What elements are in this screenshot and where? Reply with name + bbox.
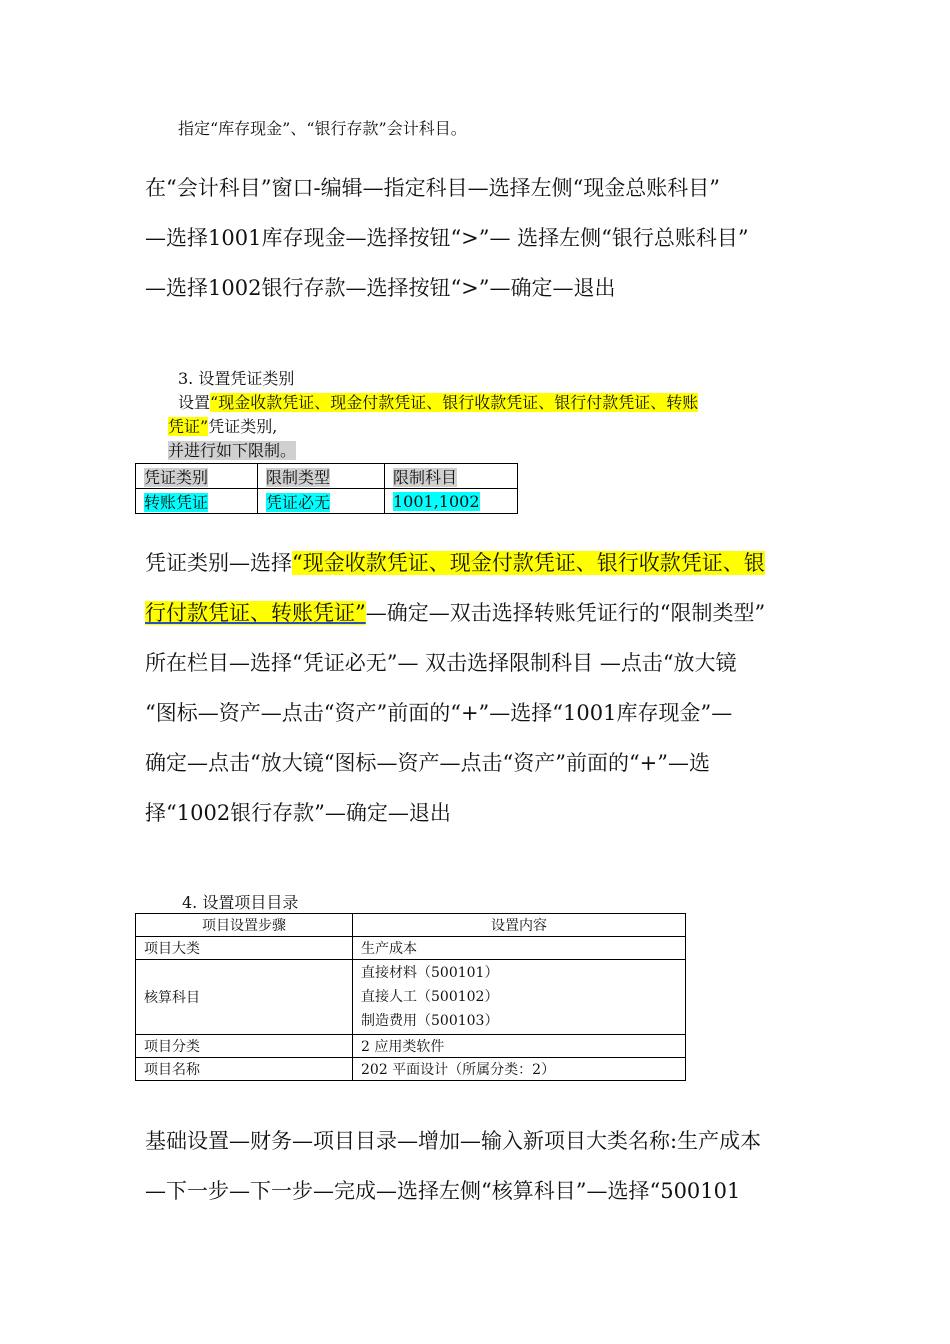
limit-table-row bbox=[136, 489, 518, 514]
para2-line-2 bbox=[145, 597, 765, 627]
project-table-row bbox=[136, 937, 686, 960]
para3-line-1: 基础设置—财务—项目目录—增加—输入新项目大类名称:生产成本 bbox=[145, 1129, 762, 1153]
limit-table-header-cell: 限制科目 bbox=[385, 464, 518, 489]
section4-heading: 4. 设置项目目录 bbox=[182, 893, 299, 912]
section3-line-a-highlight: “现金收款凭证、现金付款凭证、银行收款凭证、银行付款凭证、转账 bbox=[210, 393, 699, 412]
project-table bbox=[135, 913, 686, 1081]
para2-line-3: 所在栏目—选择“凭证必无”— 双击选择限制科目 —点击“放大镜 bbox=[145, 651, 737, 675]
section3-line-a bbox=[178, 390, 698, 413]
para1-line-3: —选择1002银行存款—选择按钮“>”—确定—退出 bbox=[145, 276, 616, 300]
para2-line-2-highlight: 行付款凭证、转账凭证” bbox=[145, 601, 366, 625]
project-table-row bbox=[136, 1035, 686, 1058]
para2-line-6: 择“1002银行存款”—确定—退出 bbox=[145, 801, 451, 825]
para2-line-5: 确定—点击“放大镜“图标—资产—点击“资产”前面的“+”—选 bbox=[145, 751, 711, 775]
para1-line-1: 在“会计科目”窗口-编辑—指定科目—选择左侧“现金总账科目” bbox=[145, 176, 721, 200]
project-table-step-cell: 核算科目 bbox=[136, 960, 353, 1035]
section3-line-b bbox=[168, 414, 277, 437]
section3-line-b-rest: 凭证类别, bbox=[208, 417, 278, 436]
section3-line-a-prefix: 设置 bbox=[178, 393, 211, 412]
para2-line-2-rest: —确定—双击选择转账凭证行的“限制类型” bbox=[365, 601, 766, 625]
section3-line-c-text: 并进行如下限制。 bbox=[168, 441, 297, 460]
project-table-step-cell: 项目分类 bbox=[136, 1035, 353, 1058]
para2-line-1 bbox=[145, 547, 765, 577]
para2-line-1-highlight: “现金收款凭证、现金付款凭证、银行收款凭证、银 bbox=[292, 551, 765, 575]
limit-table-cell: 1001,1002 bbox=[385, 489, 518, 514]
section3-line-c bbox=[168, 438, 296, 461]
project-table-content-cell: 生产成本 bbox=[353, 937, 686, 960]
project-table-row bbox=[136, 1058, 686, 1081]
para2-line-4: “图标—资产—点击“资产”前面的“+”—选择“1001库存现金”— bbox=[145, 701, 733, 725]
project-table-header-cell: 设置内容 bbox=[353, 914, 686, 937]
project-table-content-cell: 2 应用类软件 bbox=[353, 1035, 686, 1058]
limit-table bbox=[135, 463, 518, 514]
limit-table-cell: 凭证必无 bbox=[258, 489, 385, 514]
limit-table-header-row bbox=[136, 464, 518, 489]
intro-line: 指定“库存现金”、“银行存款”会计科目。 bbox=[178, 119, 467, 138]
limit-table-header-cell: 凭证类别 bbox=[136, 464, 258, 489]
project-table-step-cell: 项目名称 bbox=[136, 1058, 353, 1081]
project-table-content-line: 直接人工（500102） bbox=[361, 989, 499, 1005]
para1-line-2: —选择1001库存现金—选择按钮“>”— 选择左侧“银行总账科目” bbox=[145, 226, 749, 250]
project-table-content-line: 制造费用（500103） bbox=[361, 1013, 499, 1029]
project-table-content-cell bbox=[353, 960, 686, 1035]
limit-table-cell: 转账凭证 bbox=[136, 489, 258, 514]
project-table-header-row bbox=[136, 914, 686, 937]
para2-line-1-prefix: 凭证类别—选择 bbox=[145, 551, 292, 575]
project-table-step-cell: 项目大类 bbox=[136, 937, 353, 960]
section3-heading: 3. 设置凭证类别 bbox=[178, 369, 295, 388]
project-table-header-cell: 项目设置步骤 bbox=[136, 914, 353, 937]
limit-table-header-cell: 限制类型 bbox=[258, 464, 385, 489]
project-table-row bbox=[136, 960, 686, 1035]
section3-line-b-highlight: 凭证” bbox=[168, 417, 209, 436]
project-table-content-cell: 202 平面设计（所属分类：2） bbox=[353, 1058, 686, 1081]
para3-line-2: —下一步—下一步—完成—选择左侧“核算科目”—选择“500101 bbox=[145, 1179, 741, 1203]
project-table-content-line: 直接材料（500101） bbox=[361, 965, 499, 981]
